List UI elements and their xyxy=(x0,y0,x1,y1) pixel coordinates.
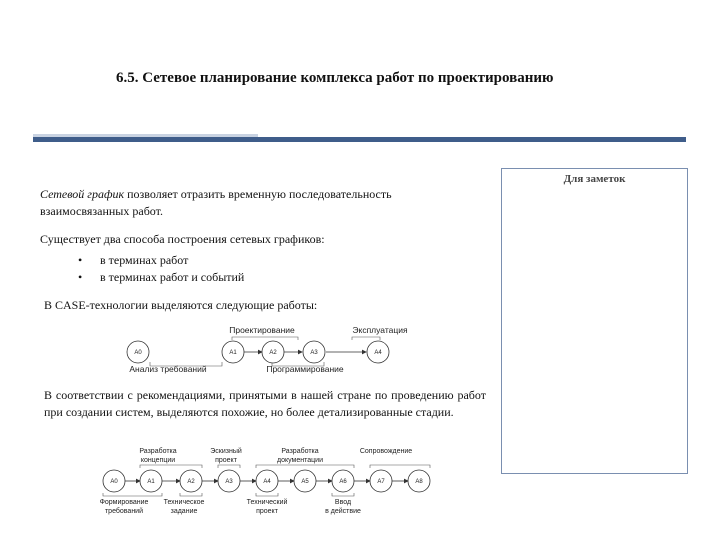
svg-text:А7: А7 xyxy=(377,479,385,485)
svg-text:А4: А4 xyxy=(263,479,271,485)
svg-text:А0: А0 xyxy=(134,350,142,356)
svg-text:А8: А8 xyxy=(415,479,423,485)
label-operation: Эксплуатация xyxy=(352,325,408,335)
paragraph-case-works: В CASE-технологии выделяются следующие работы: xyxy=(44,298,318,312)
svg-text:А0: А0 xyxy=(110,479,118,485)
bracket xyxy=(140,465,202,468)
svg-text:А2: А2 xyxy=(187,479,195,485)
bracket xyxy=(103,493,162,496)
label-deploy: Ввод xyxy=(334,499,352,506)
label-deploy-2: в действие xyxy=(325,508,361,515)
label-design: Проектирование xyxy=(229,325,295,335)
network-node xyxy=(140,470,162,492)
label-tech-task: Техническое xyxy=(163,499,205,506)
notes-label: Для заметок xyxy=(563,173,626,185)
network-node xyxy=(103,470,125,492)
label-draft: Эскизный xyxy=(210,448,242,455)
label-docs: Разработка xyxy=(281,448,319,455)
bracket xyxy=(180,493,202,496)
label-programming: Программирование xyxy=(266,364,344,374)
svg-text:А1: А1 xyxy=(229,350,237,356)
label-concept: Разработка xyxy=(139,448,177,455)
network-node xyxy=(180,470,202,492)
label-tech-task-2: задание xyxy=(170,508,198,515)
network-node xyxy=(218,470,240,492)
bracket xyxy=(332,493,354,496)
label-requirements: Формирование xyxy=(99,499,149,506)
network-node xyxy=(408,470,430,492)
svg-text:А1: А1 xyxy=(147,479,155,485)
list-item: • в терминах работ и событий xyxy=(78,269,244,286)
svg-text:А3: А3 xyxy=(310,350,318,356)
svg-text:А3: А3 xyxy=(225,479,233,485)
paragraph-recommendations: В соответствии с рекомендациями, принятыми в нашей стране по проведению работ при создании систем, выделяются похожие, но более детализированные стадии. xyxy=(44,388,486,419)
network-node xyxy=(294,470,316,492)
paragraph-two-methods: Существует два способа построения сетевых графиков: xyxy=(40,232,325,246)
term-network-graph: Сетевой график xyxy=(40,187,125,201)
label-support: Сопровождение xyxy=(359,448,413,455)
bracket xyxy=(256,465,354,468)
label-concept-2: концепции xyxy=(140,457,176,464)
bracket xyxy=(256,493,278,496)
label-tech-project: Технический xyxy=(246,499,288,506)
label-docs-2: документации xyxy=(277,457,323,464)
network-node xyxy=(332,470,354,492)
bracket xyxy=(218,465,240,468)
svg-text:А6: А6 xyxy=(339,479,347,485)
label-tech-project-2: проект xyxy=(256,508,278,515)
svg-text:А4: А4 xyxy=(374,350,382,356)
page-title: 6.5. Сетевое планирование комплекса работ по проектированию xyxy=(116,70,554,86)
network-node xyxy=(256,470,278,492)
bracket xyxy=(370,465,430,468)
list-item: • в терминах работ xyxy=(78,252,244,269)
label-analysis: Анализ требований xyxy=(129,364,207,374)
svg-text:А5: А5 xyxy=(301,479,309,485)
network-node xyxy=(370,470,392,492)
svg-text:А2: А2 xyxy=(269,350,277,356)
paragraph-network-graph-text: позволяет отразить временную последовательность взаимосвязанных работ. xyxy=(40,187,392,218)
label-draft-2: проект xyxy=(215,457,237,464)
label-requirements-2: требований xyxy=(104,508,144,515)
